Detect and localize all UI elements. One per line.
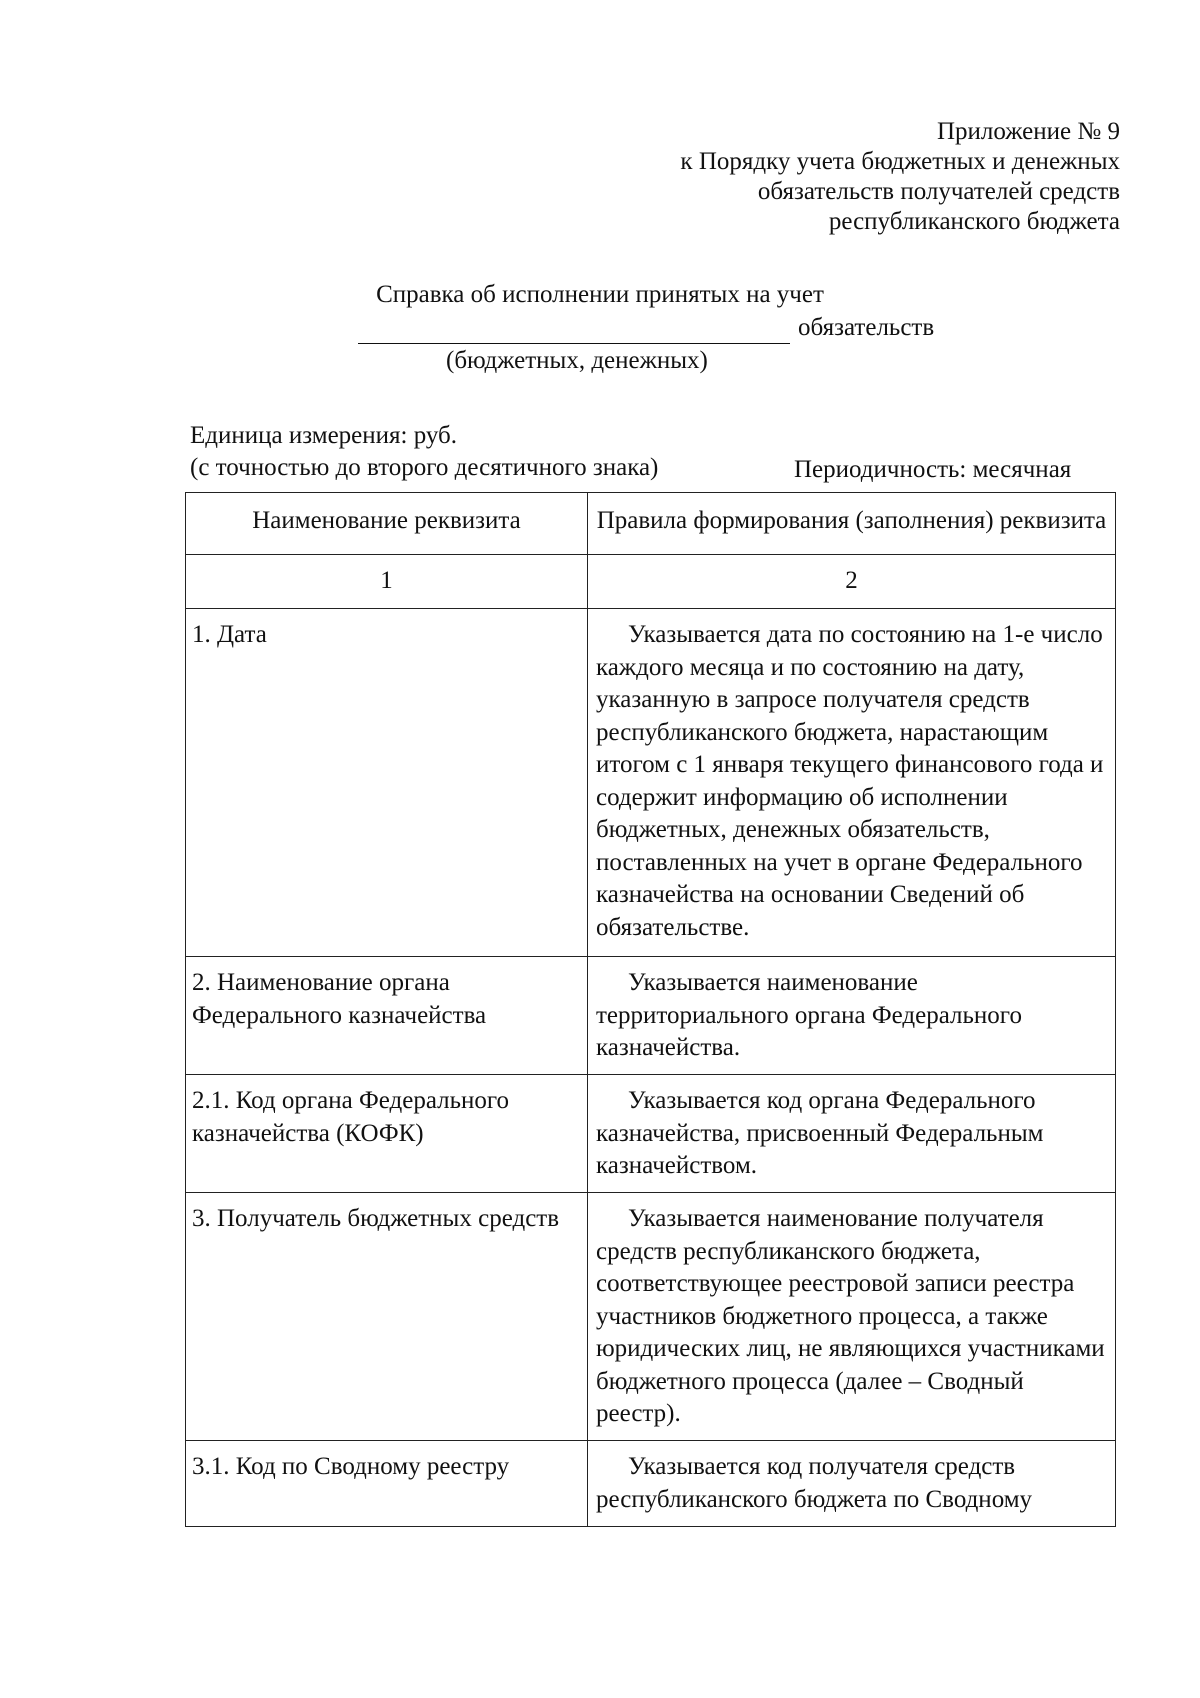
appendix-header xyxy=(680,117,1120,237)
table-row xyxy=(186,957,1116,1075)
unit-of-measure: Единица измерения: руб. xyxy=(190,422,458,449)
requisites-table xyxy=(185,492,1115,1527)
requisite-rule: Указывается наименование получателя средств республиканского бюджета, соответствующее реестровой записи реестра участников бюджетного процесса, а также юридических лиц, не являющихся участниками бюджетного процесса (далее – Сводный реестр). xyxy=(588,1193,1116,1441)
periodicity: Периодичность: месячная xyxy=(794,456,1072,483)
column-number: 2 xyxy=(588,555,1116,609)
requisite-name: 3. Получатель бюджетных средств xyxy=(186,1193,588,1441)
fill-in-blank-line xyxy=(358,343,790,344)
requisite-name: 3.1. Код по Сводному реестру xyxy=(186,1441,588,1527)
document-title-line-3: (бюджетных, денежных) xyxy=(446,347,708,374)
requisite-name: 2.1. Код органа Федерального казначейства (КОФК) xyxy=(186,1075,588,1193)
document-title-line-1: Справка об исполнении принятых на учет xyxy=(376,281,824,308)
requisite-rule: Указывается код получателя средств республиканского бюджета по Сводному xyxy=(588,1441,1116,1527)
table-row xyxy=(186,1075,1116,1193)
requisite-rule: Указывается наименование территориального органа Федерального казначейства. xyxy=(588,957,1116,1075)
table-row xyxy=(186,1193,1116,1441)
requisite-name: 1. Дата xyxy=(186,609,588,957)
column-number-row xyxy=(186,555,1116,609)
appendix-line-4: республиканского бюджета xyxy=(828,208,1120,235)
table-row xyxy=(186,1441,1116,1527)
column-header: Правила формирования (заполнения) реквизита xyxy=(588,493,1116,555)
document-title-line-2: обязательств xyxy=(798,314,935,341)
precision-note: (с точностью до второго десятичного знака) xyxy=(190,454,659,481)
requisite-name: 2. Наименование органа Федерального казначейства xyxy=(186,957,588,1075)
appendix-title: Приложение № 9 xyxy=(936,118,1120,145)
requisite-rule: Указывается дата по состоянию на 1-е число каждого месяца и по состоянию на дату, указанную в запросе получателя средств республиканского бюджета, нарастающим итогом с 1 января текущего финансового года и содержит информацию об исполнении бюджетных, денежных обязательств, поставленных на учет в органе Федерального казначейства на основании Сведений об обязательстве. xyxy=(588,609,1116,957)
table-header-row xyxy=(186,493,1116,555)
appendix-line-2: к Порядку учета бюджетных и денежных xyxy=(680,148,1120,175)
requisite-rule: Указывается код органа Федерального казначейства, присвоенный Федеральным казначейством. xyxy=(588,1075,1116,1193)
column-number: 1 xyxy=(186,555,588,609)
appendix-line-3: обязательств получателей средств xyxy=(757,178,1120,205)
column-header: Наименование реквизита xyxy=(186,493,588,555)
table-row xyxy=(186,609,1116,957)
